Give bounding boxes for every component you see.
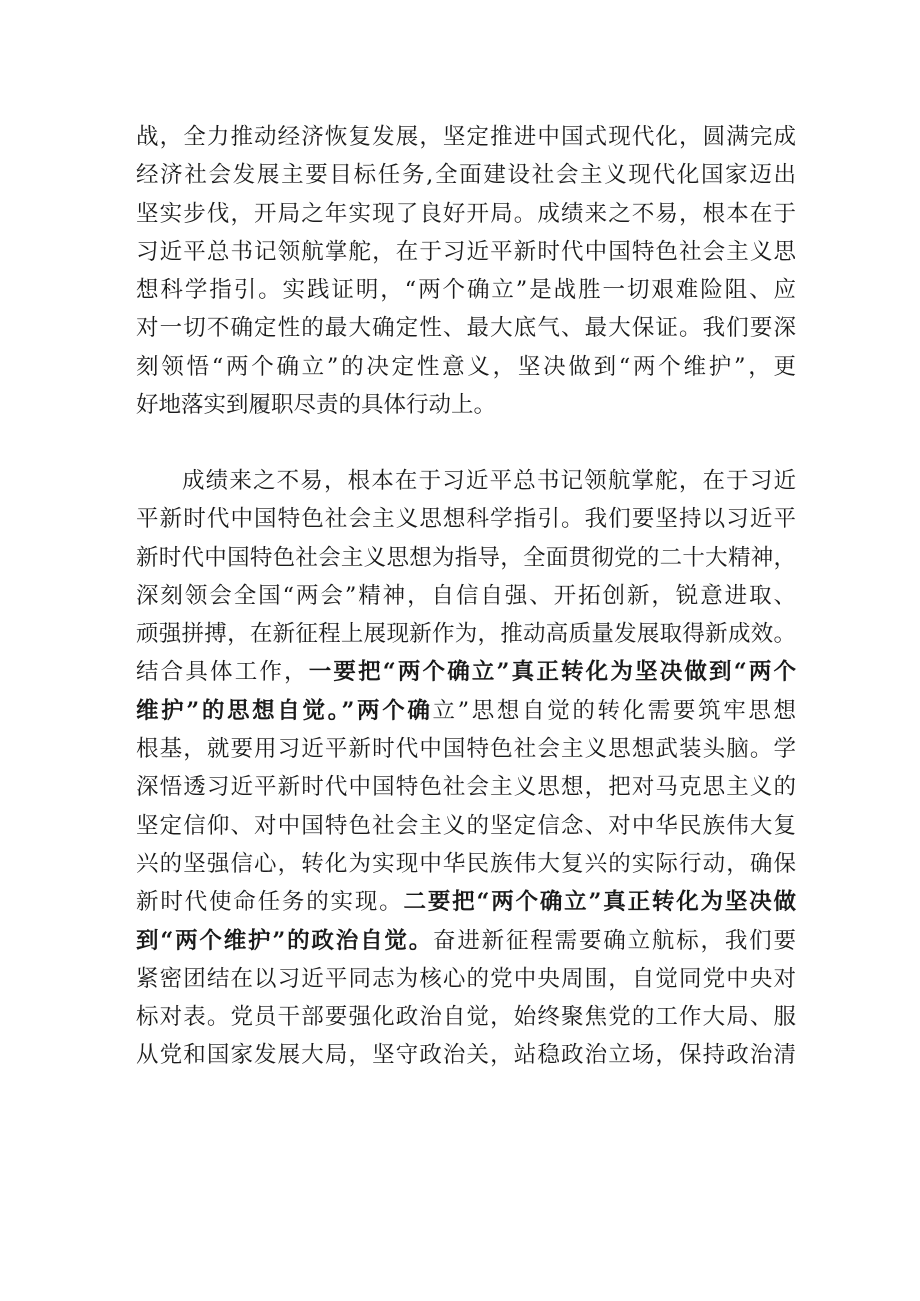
bold-heading-text: 二要把“两个确立”真正转化为坚决做 (403, 889, 796, 916)
text-line: 想科学指引。实践证明，“两个确立”是战胜一切艰难险阻、应 (136, 277, 796, 304)
text-line: 经济社会发展主要目标任务,全面建设社会主义现代化国家迈出 (136, 162, 796, 189)
text-line: 对一切不确定性的最大确定性、最大底气、最大保证。我们要深 (136, 315, 796, 342)
text-line: 从党和国家发展大局，坚守政治关，站稳政治立场，保持政治清 (136, 1042, 796, 1069)
text-line (136, 692, 796, 730)
text-line: 根基，就要用习近平新时代中国特色社会主义思想武装头脑。学 (136, 736, 796, 763)
bold-heading-text: 一要把“两个确立”真正转化为坚决做到“两个 (308, 659, 796, 686)
text-line: 成绩来之不易，根本在于习近平总书记领航掌舵，在于习近 (182, 468, 796, 494)
text-line: 刻领悟“两个确立”的决定性意义，坚决做到“两个维护”，更 (136, 353, 796, 380)
text-line: 标对表。党员干部要强化政治自觉，始终聚焦党的工作大局、服 (136, 1004, 796, 1031)
text-line: 顽强拼搏，在新征程上展现新作为，推动高质量发展取得新成效。 (136, 621, 796, 648)
text-line: 坚定信仰、对中国特色社会主义的坚定信念、对中华民族伟大复 (136, 812, 796, 839)
text-line (136, 653, 796, 691)
paragraph-1 (136, 118, 796, 424)
text-line (136, 883, 796, 921)
normal-text: 结合具体工作， (136, 659, 309, 686)
text-line: 深刻领会全国“两会”精神，自信自强、开拓创新，锐意进取、 (136, 582, 796, 609)
text-line: 习近平总书记领航掌舵，在于习近平新时代中国特色社会主义思 (136, 238, 796, 265)
text-line: 兴的坚强信心，转化为实现中华民族伟大复兴的实际行动，确保 (136, 850, 796, 877)
text-line: 新时代中国特色社会主义思想为指导，全面贯彻党的二十大精神， (136, 544, 796, 571)
text-line: 战，全力推动经济恢复发展，坚定推进中国式现代化，圆满完成 (136, 124, 796, 150)
text-line: 深悟透习近平新时代中国特色社会主义思想，把对马克思主义的 (136, 774, 796, 801)
text-line (136, 922, 796, 960)
paragraph-2 (136, 462, 796, 1075)
normal-text: 新时代使命任务的实现。 (136, 889, 404, 916)
normal-text: 奋进新征程需要确立航标，我们要 (433, 927, 796, 954)
bold-heading-text: 维护”的思想自觉。”两个确 (136, 697, 433, 724)
text-line: 好地落实到履职尽责的具体行动上。 (136, 392, 497, 419)
text-line: 平新时代中国特色社会主义思想科学指引。我们要坚持以习近平 (136, 506, 796, 533)
text-line: 坚实步伐，开局之年实现了良好开局。成绩来之不易，根本在于 (136, 200, 796, 227)
bold-heading-text: 到“两个维护”的政治自觉。 (136, 927, 434, 954)
text-line: 紧密团结在以习近平同志为核心的党中央周围，自觉同党中央对 (136, 965, 796, 992)
normal-text: 立”思想自觉的转化需要筑牢思想 (432, 697, 796, 724)
